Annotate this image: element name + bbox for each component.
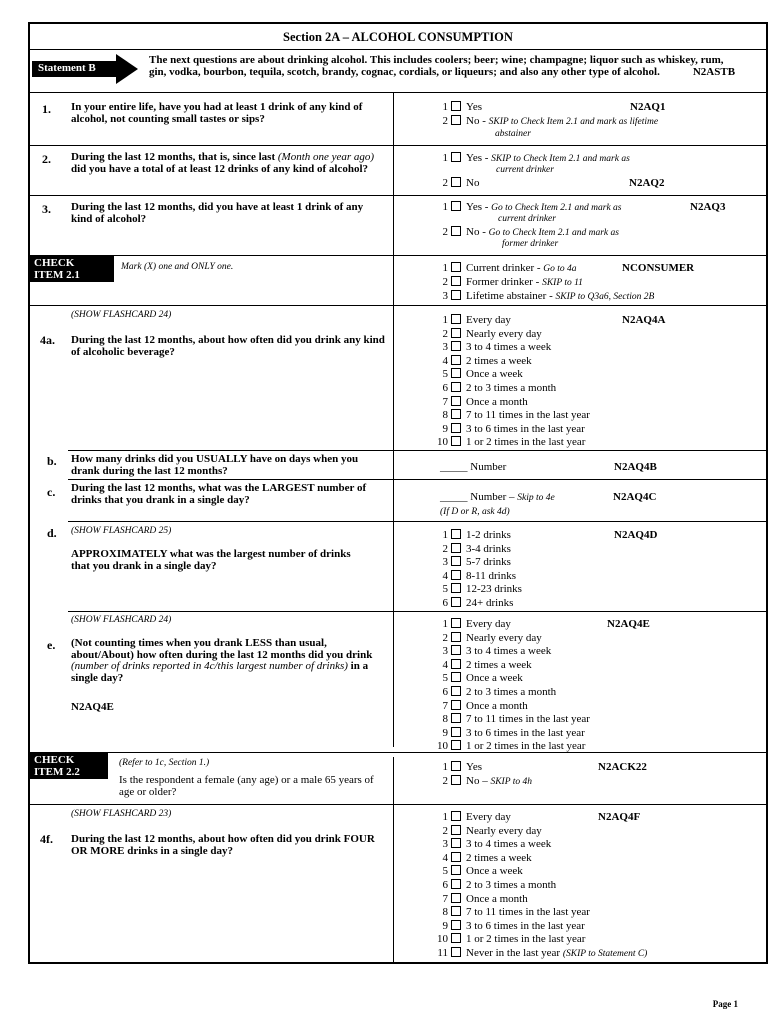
- option-number: 5: [442, 865, 448, 878]
- option-label: 2 to 3 times a month: [466, 686, 557, 698]
- option-number: 9: [442, 726, 448, 739]
- option-row[interactable]: [435, 838, 551, 852]
- option-label: 3 to 4 times a week: [466, 341, 552, 354]
- option-label: Nearly every day: [466, 824, 542, 837]
- check-label-line1: CHECK: [34, 257, 75, 269]
- option-label: 3 to 4 times a week: [466, 645, 552, 658]
- option-number: 9: [442, 919, 448, 932]
- option-number: 3: [442, 290, 448, 302]
- option-label: Yes: [466, 101, 483, 113]
- option-row[interactable]: [435, 597, 513, 611]
- divider: [30, 752, 766, 753]
- option-number: 4: [442, 569, 448, 582]
- option-label: 3 to 6 times in the last year: [466, 919, 585, 932]
- q4d-number: d.: [47, 526, 57, 540]
- checkbox[interactable]: [451, 396, 461, 406]
- option-label: Yes -: [466, 152, 492, 164]
- checkbox[interactable]: [451, 761, 461, 771]
- option-row[interactable]: [435, 645, 551, 659]
- option-number: 6: [442, 879, 448, 891]
- checkbox[interactable]: [451, 838, 461, 848]
- divider: [30, 255, 766, 256]
- q2-var: N2AQ2: [629, 177, 665, 189]
- option-label: Nearly every day: [466, 631, 542, 644]
- q4d-text-a: APPROXIMATELY: [71, 548, 168, 560]
- checkbox[interactable]: [451, 933, 461, 943]
- q4e-text-italic: (number of drinks reported in 4c/this largest number of drinks): [71, 660, 348, 672]
- skip-instruction: current drinker: [496, 165, 554, 175]
- divider: [30, 195, 766, 196]
- skip-instruction: current drinker: [498, 214, 556, 224]
- checkbox[interactable]: [451, 597, 461, 607]
- checkbox[interactable]: [451, 355, 461, 365]
- check21-instruction: Mark (X) one and ONLY one.: [121, 262, 234, 272]
- checkbox[interactable]: [451, 152, 461, 162]
- option-number: 1: [442, 101, 448, 113]
- option-label: Once a week: [466, 368, 523, 381]
- option-number: 4: [442, 354, 448, 367]
- checkbox[interactable]: [451, 811, 461, 821]
- option-row[interactable]: [435, 355, 532, 369]
- q2-option-no[interactable]: [435, 177, 479, 191]
- q4e-var: N2AQ4E: [607, 618, 650, 630]
- option-label: 1 or 2 times in the last year: [466, 436, 586, 449]
- option-label: 2 times a week: [466, 658, 532, 671]
- checkbox[interactable]: [451, 276, 461, 286]
- option-row[interactable]: [435, 409, 590, 423]
- option-number: 9: [442, 422, 448, 435]
- skip-instruction: SKIP to Check Item 2.1 and mark as lifetime: [488, 117, 659, 127]
- statement-b-body: The next questions are about drinking alcohol. This includes coolers; beer; wine; champagne; liquor such as whiskey, rum, gin, vodka, bourbon, tequila, scotch, brandy, cognac, cordials, or liqueurs; and also any other type of alcohol.: [149, 54, 724, 78]
- statement-b-label: Statement B: [38, 62, 96, 74]
- option-number: 1: [442, 262, 448, 274]
- option-label: No -: [466, 115, 489, 127]
- option-label: Once a week: [466, 672, 523, 685]
- checkbox[interactable]: [451, 556, 461, 566]
- q4e-text-b: in a single day?: [71, 660, 369, 684]
- q1-option-no[interactable]: [435, 115, 658, 130]
- checkbox[interactable]: [451, 775, 461, 785]
- option-row[interactable]: [435, 368, 523, 382]
- option-number: 2: [442, 824, 448, 837]
- skip-instruction: Go to Check Item 2.1 and mark as: [488, 228, 619, 238]
- option-row[interactable]: [435, 811, 511, 825]
- option-number: 3: [442, 645, 448, 658]
- q4f-flashcard: (SHOW FLASHCARD 23): [71, 809, 172, 819]
- checkbox[interactable]: [451, 645, 461, 655]
- check-item-2-1-label: [30, 256, 114, 282]
- column-divider: [393, 255, 394, 305]
- skip-instruction: SKIP to Check Item 2.1 and mark as: [491, 154, 630, 164]
- checkbox[interactable]: [451, 290, 461, 300]
- option-label: No –: [466, 775, 491, 787]
- checkbox[interactable]: [451, 727, 461, 737]
- check22-text: Is the respondent a female (any age) or a male 65 years of age or older?: [119, 774, 374, 798]
- option-label: Once a month: [466, 699, 528, 712]
- option-number: 7: [442, 395, 448, 408]
- q2-text-a: During the last 12 months, that is, since last: [71, 151, 278, 163]
- answer-blank: _____ Number –: [440, 491, 518, 503]
- option-label: No: [466, 177, 480, 189]
- q2-text-italic: (Month one year ago): [277, 151, 375, 163]
- q2-number: 2.: [42, 152, 51, 166]
- option-label: 12-23 drinks: [466, 583, 522, 596]
- option-label: Former drinker -: [466, 276, 543, 288]
- option-number: 2: [442, 177, 448, 189]
- q4b-number: b.: [47, 454, 57, 468]
- option-row[interactable]: [435, 713, 590, 727]
- option-number: 2: [442, 226, 448, 238]
- option-row[interactable]: [435, 341, 551, 355]
- q4e-text: [71, 638, 386, 684]
- q4b-var: N2AQ4B: [614, 461, 657, 473]
- checkbox[interactable]: [451, 920, 461, 930]
- option-label: 7 to 11 times in the last year: [466, 906, 590, 919]
- option-label: 3 to 4 times a week: [466, 838, 552, 851]
- column-divider: [393, 305, 394, 747]
- option-number: 1: [442, 152, 448, 164]
- statement-b-text: [149, 54, 739, 78]
- option-row[interactable]: [435, 893, 528, 907]
- option-number: 2: [442, 775, 448, 787]
- option-number: 2: [442, 542, 448, 555]
- checkbox[interactable]: [451, 201, 461, 211]
- option-row[interactable]: [435, 618, 511, 632]
- divider: [30, 804, 766, 805]
- option-number: 2: [442, 115, 448, 127]
- option-label: Once a month: [466, 892, 528, 905]
- option-label: 1-2 drinks: [466, 529, 511, 541]
- checkbox[interactable]: [451, 632, 461, 642]
- q4e-number: e.: [47, 638, 56, 652]
- q4f-number: 4f.: [40, 832, 53, 846]
- skip-instruction: Go to Check Item 2.1 and mark as: [491, 203, 622, 213]
- checkbox[interactable]: [451, 879, 461, 889]
- option-number: 2: [442, 631, 448, 644]
- option-row[interactable]: [435, 865, 523, 879]
- checkbox[interactable]: [451, 570, 461, 580]
- option-number: 5: [442, 583, 448, 596]
- option-label: Lifetime abstainer -: [466, 290, 556, 302]
- q4f-text: During the last 12 months, about how often did you drink FOUR OR MORE drinks in a single day?: [71, 833, 375, 857]
- option-number: 3: [442, 556, 448, 569]
- skip-instruction: abstainer: [495, 129, 531, 139]
- checkbox[interactable]: [451, 852, 461, 862]
- option-number: 10: [437, 436, 448, 449]
- checkbox[interactable]: [451, 672, 461, 682]
- checkbox[interactable]: [451, 583, 461, 593]
- q4c-number: c.: [47, 485, 56, 499]
- option-row[interactable]: [435, 570, 516, 584]
- questionnaire-frame: [28, 22, 768, 964]
- option-number: 2: [442, 276, 448, 288]
- divider: [68, 521, 766, 522]
- q4e-text-a: (Not counting times when you drank LESS than usual, about/About) how often during the last 12 months did you drink: [71, 637, 373, 661]
- skip-instruction: (SKIP to Statement C): [562, 949, 648, 959]
- section-title: Section 2A – ALCOHOL CONSUMPTION: [283, 30, 513, 44]
- option-label: 1 or 2 times in the last year: [466, 933, 586, 946]
- check22-refer: (Refer to 1c, Section 1.): [119, 758, 210, 768]
- option-number: 3: [442, 341, 448, 354]
- option-label: Every day: [466, 618, 511, 630]
- option-row[interactable]: [435, 727, 585, 741]
- checkbox[interactable]: [451, 226, 461, 236]
- checkbox[interactable]: [451, 341, 461, 351]
- q4d-var: N2AQ4D: [614, 529, 658, 541]
- checkbox[interactable]: [451, 893, 461, 903]
- q4a-flashcard: (SHOW FLASHCARD 24): [71, 310, 172, 320]
- option-row[interactable]: [435, 700, 528, 714]
- option-row[interactable]: [435, 583, 522, 597]
- divider: [30, 145, 766, 146]
- checkbox[interactable]: [451, 865, 461, 875]
- q3-text: During the last 12 months, did you have at least 1 drink of any kind of alcohol?: [71, 201, 364, 225]
- option-number: 4: [442, 851, 448, 864]
- option-label: Once a month: [466, 395, 528, 408]
- option-number: 3: [442, 838, 448, 851]
- q1-option-yes[interactable]: [435, 101, 482, 115]
- option-row[interactable]: [435, 543, 511, 557]
- option-row[interactable]: [435, 556, 511, 570]
- q4c-text: During the last 12 months, what was the LARGEST number of drinks that you drank in a single day?: [71, 482, 367, 506]
- option-row[interactable]: [435, 906, 590, 920]
- option-row[interactable]: [435, 382, 556, 396]
- q4d-text: [71, 549, 371, 572]
- checkbox[interactable]: [451, 101, 461, 111]
- check22-option-no[interactable]: [435, 775, 532, 790]
- q4e-flashcard: (SHOW FLASHCARD 24): [71, 615, 172, 625]
- checkbox[interactable]: [451, 618, 461, 628]
- option-label: Yes -: [466, 201, 492, 213]
- skip-instruction: SKIP to Q3a6, Section 2B: [555, 292, 655, 302]
- option-row[interactable]: [435, 933, 585, 947]
- check-label-line2: ITEM 2.2: [34, 765, 80, 778]
- q4b-answer-field[interactable]: _____ Number: [440, 461, 507, 473]
- option-label: 1 or 2 times in the last year: [466, 740, 586, 753]
- option-number: 5: [442, 672, 448, 685]
- checkbox[interactable]: [451, 713, 461, 723]
- option-row[interactable]: [435, 920, 585, 934]
- option-row[interactable]: [435, 396, 528, 410]
- statement-b-var: N2ASTB: [692, 66, 736, 78]
- option-label: Nearly every day: [466, 327, 542, 340]
- option-row[interactable]: [435, 947, 647, 962]
- check-label-line1: CHECK: [34, 754, 75, 766]
- option-label: Current drinker -: [466, 262, 544, 274]
- q4e-var-left: N2AQ4E: [71, 701, 114, 713]
- divider: [30, 305, 766, 306]
- divider: [30, 49, 766, 50]
- option-label: No -: [466, 226, 489, 238]
- option-number: 8: [442, 906, 448, 919]
- page-number: Page 1: [712, 999, 738, 1009]
- option-number: 10: [437, 933, 448, 946]
- checkbox[interactable]: [451, 947, 461, 957]
- option-label: 2 times a week: [466, 851, 532, 864]
- option-row[interactable]: [435, 632, 542, 646]
- option-label: 5-7 drinks: [466, 556, 511, 569]
- option-number: 7: [442, 892, 448, 905]
- option-number: 8: [442, 713, 448, 726]
- q2-text: [71, 152, 376, 175]
- q4a-var: N2AQ4A: [622, 314, 666, 326]
- check-label-line2: ITEM 2.1: [34, 268, 80, 281]
- option-row[interactable]: [435, 314, 511, 328]
- option-row[interactable]: [435, 686, 556, 700]
- divider: [30, 92, 766, 93]
- option-label: 24+ drinks: [466, 597, 514, 609]
- q3-number: 3.: [42, 202, 51, 216]
- q4c-var: N2AQ4C: [613, 491, 657, 503]
- q4a-number: 4a.: [40, 333, 55, 347]
- skip-instruction: Go to 4a: [543, 264, 577, 274]
- checkbox[interactable]: [451, 686, 461, 696]
- option-number: 1: [442, 314, 448, 326]
- q2-text-b: did you have a total of at least 12 drinks of any kind of alcohol?: [71, 162, 369, 175]
- option-row[interactable]: [435, 879, 556, 893]
- option-row[interactable]: [435, 290, 654, 305]
- option-number: 10: [437, 740, 448, 753]
- option-label: 3 to 6 times in the last year: [466, 422, 585, 435]
- option-number: 4: [442, 658, 448, 671]
- option-number: 11: [437, 947, 448, 959]
- checkbox[interactable]: [451, 314, 461, 324]
- divider: [68, 450, 766, 451]
- q1-var: N2AQ1: [630, 101, 666, 113]
- skip-instruction: SKIP to 4h: [490, 777, 532, 787]
- q1-text: In your entire life, have you had at least 1 drink of any kind of alcohol, not counting small tastes or sips?: [71, 101, 363, 125]
- option-row[interactable]: [435, 659, 532, 673]
- option-label: Every day: [466, 811, 511, 823]
- q4c-answer-field[interactable]: [440, 491, 555, 506]
- option-label: 7 to 11 times in the last year: [466, 713, 590, 726]
- checkbox[interactable]: [451, 543, 461, 553]
- option-row[interactable]: [435, 276, 583, 291]
- q4f-var: N2AQ4F: [598, 811, 641, 823]
- option-number: 1: [442, 811, 448, 823]
- skip-instruction: SKIP to 11: [542, 278, 583, 288]
- option-label: 3-4 drinks: [466, 542, 511, 555]
- option-label: 7 to 11 times in the last year: [466, 409, 590, 422]
- checkbox[interactable]: [451, 740, 461, 750]
- q3-var: N2AQ3: [690, 201, 726, 213]
- checkbox[interactable]: [451, 262, 461, 272]
- option-row[interactable]: [435, 529, 511, 543]
- checkbox[interactable]: [451, 700, 461, 710]
- column-divider: [393, 812, 394, 962]
- q4c-note: (If D or R, ask 4d): [440, 507, 510, 517]
- skip-instruction: Skip to 4e: [517, 493, 555, 503]
- option-number: 1: [442, 618, 448, 630]
- q4d-flashcard: (SHOW FLASHCARD 25): [71, 526, 172, 536]
- q4a-text: During the last 12 months, about how often did you drink any kind of alcoholic beverage?: [71, 334, 385, 358]
- option-label: 2 to 3 times a month: [466, 879, 557, 891]
- check22-var: N2ACK22: [598, 761, 647, 773]
- checkbox[interactable]: [451, 115, 461, 125]
- option-label: Yes: [466, 761, 483, 773]
- checkbox[interactable]: [451, 529, 461, 539]
- option-number: 2: [442, 327, 448, 340]
- divider: [68, 611, 766, 612]
- q4b-text: How many drinks did you USUALLY have on days when you drank during the last 12 months?: [71, 453, 359, 477]
- check21-var: NCONSUMER: [622, 262, 695, 274]
- option-number: 1: [442, 201, 448, 213]
- option-row[interactable]: [435, 262, 577, 277]
- option-label: 2 to 3 times a month: [466, 382, 557, 394]
- column-divider: [393, 92, 394, 260]
- option-row[interactable]: [435, 852, 532, 866]
- checkbox[interactable]: [451, 436, 461, 446]
- option-number: 1: [442, 761, 448, 773]
- q4d-text-b: what was the largest number of drinks that you drank in a single day?: [71, 548, 351, 572]
- option-row[interactable]: [435, 423, 585, 437]
- option-row[interactable]: [435, 328, 542, 342]
- checkbox[interactable]: [451, 825, 461, 835]
- checkbox[interactable]: [451, 177, 461, 187]
- option-label: Every day: [466, 314, 511, 326]
- option-row[interactable]: [435, 436, 585, 450]
- option-row[interactable]: [435, 672, 523, 686]
- option-label: 8-11 drinks: [466, 569, 517, 582]
- option-number: 7: [442, 699, 448, 712]
- checkbox[interactable]: [451, 382, 461, 392]
- option-number: 6: [442, 382, 448, 394]
- divider: [68, 479, 766, 480]
- checkbox[interactable]: [451, 906, 461, 916]
- option-label: Once a week: [466, 865, 523, 878]
- option-label: Never in the last year: [466, 947, 563, 959]
- option-number: 6: [442, 686, 448, 698]
- option-number: 1: [442, 529, 448, 541]
- check-item-2-2-label: [30, 753, 108, 779]
- check22-option-yes[interactable]: [435, 761, 482, 775]
- q1-number: 1.: [42, 102, 51, 116]
- checkbox[interactable]: [451, 328, 461, 338]
- option-label: 2 times a week: [466, 354, 532, 367]
- checkbox[interactable]: [451, 423, 461, 433]
- checkbox[interactable]: [451, 659, 461, 669]
- option-number: 8: [442, 409, 448, 422]
- option-label: 3 to 6 times in the last year: [466, 726, 585, 739]
- option-row[interactable]: [435, 825, 542, 839]
- skip-instruction: former drinker: [502, 239, 559, 249]
- option-number: 6: [442, 597, 448, 609]
- checkbox[interactable]: [451, 409, 461, 419]
- option-number: 5: [442, 368, 448, 381]
- checkbox[interactable]: [451, 368, 461, 378]
